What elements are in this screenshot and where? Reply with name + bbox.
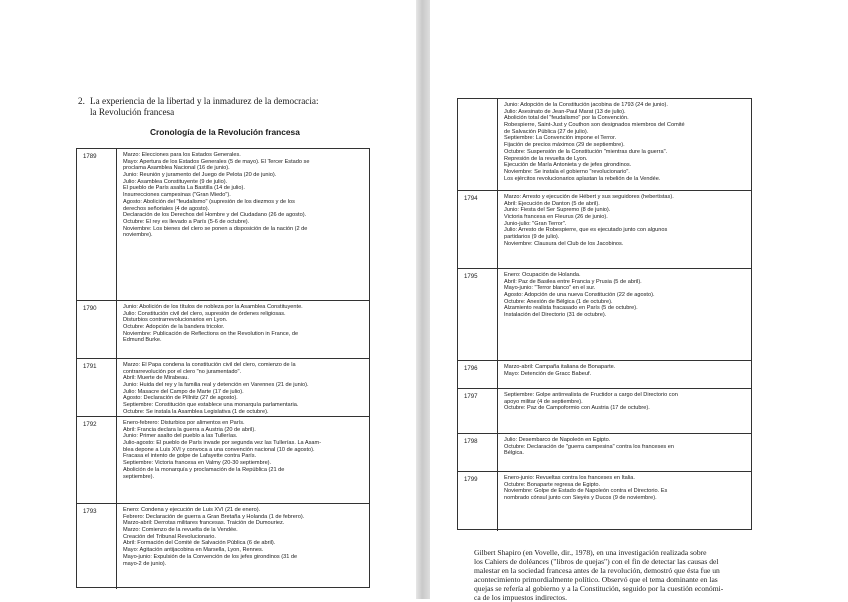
event-line: Abril: Formación del Comité de Salvación Pública (6 de abril). (123, 540, 276, 547)
chronology-row (458, 191, 751, 269)
event-line: Marzo-abril: Campaña italiana de Bonaparte. (504, 364, 616, 370)
event-line: Marzo: El Papa condena la constitución civil del clero, comienzo de la (123, 362, 296, 368)
chronology-row (458, 434, 751, 472)
event-line: Victoria francesa en Fleurus (26 de junio). (504, 214, 608, 221)
event-line: Robespierre, Saint-Just y Couthon son designados miembros del Comité (504, 122, 685, 129)
event-line: de Salvación Pública (27 de julio). (504, 128, 589, 135)
chronology-row (77, 149, 369, 301)
event-line: Noviembre: Se instala el gobierno "revolucionario". (504, 168, 630, 175)
event-line: Enero: Ocupación de Holanda. (504, 272, 581, 278)
event-line: Abolición total del "feudalismo" por la Convención. (504, 115, 629, 122)
section-title-line-1: La experiencia de la libertad y la inmadurez de la democracia: (90, 96, 319, 106)
chronology-table-left (76, 148, 370, 588)
year-cell: 1797 (458, 389, 498, 433)
event-line: Julio: Asesinato de Jean-Paul Marat (13 de julio). (504, 108, 626, 115)
event-line: Abril: Muerte de Mirabeau. (123, 375, 189, 382)
year-cell: 1799 (458, 472, 498, 531)
event-line: Abril: Ejecución de Danton (5 de abril). (504, 200, 600, 207)
chronology-row (77, 359, 369, 417)
chronology-table-right (457, 98, 752, 530)
event-line: Julio-agosto: El pueblo de París invade por segunda vez las Tullerías. La Asam- (123, 440, 322, 447)
event-line: Julio: Constitución civil del clero, supresión de órdenes religiosas. (123, 310, 286, 317)
event-line: Abril: Francia declara la guerra a Austria (20 de abril). (123, 426, 256, 433)
events-cell (504, 364, 747, 377)
events-cell (123, 420, 365, 480)
events-cell (504, 102, 747, 182)
event-line: Junio-julio: "Gran Terror". (504, 220, 567, 227)
events-cell (504, 437, 747, 457)
paragraph-line: acontecimiento primordialmente político. Observó que el tema dominante en las (474, 575, 718, 584)
paragraph-line: Gilbert Shapiro (en Vovelle, dir., 1978), en una investigación realizada sobre (474, 548, 707, 557)
event-line: Marzo-abril: Derrotas militares francesas. Traición de Dumouriez. (123, 520, 285, 527)
year-cell: 1796 (458, 361, 498, 388)
chronology-row (458, 389, 751, 434)
year-cell: 1791 (77, 359, 117, 416)
event-line: Octubre: Paz de Campoformio con Austria (17 de octubre). (504, 405, 650, 412)
year-cell: 1790 (77, 301, 117, 358)
event-line: Mayo: Detención de Gracc Babeuf. (504, 370, 592, 377)
event-line: Junio: Fiesta del Ser Supremo (8 de junio). (504, 207, 611, 214)
table-title: Cronología de la Revolución francesa (150, 127, 300, 137)
event-line: Represión de la revuelta de Lyon. (504, 155, 588, 162)
event-line: derechos señoriales (4 de agosto). (123, 205, 210, 212)
event-line: Enero-febrero: Disturbios por alimentos en París. (123, 420, 245, 426)
year-cell: 1795 (458, 269, 498, 360)
left-page (0, 0, 416, 599)
event-line: Junio: Adopción de la Constitución jacobina de 1793 (24 de junio). (504, 102, 668, 108)
events-cell (504, 392, 747, 412)
event-line: Noviembre: Publicación de Reflections on the Revolution in France, de (123, 330, 299, 337)
paragraph-line: los Cahiers de doléances ("libros de quejas") con el fin de detectar las causas del (474, 557, 719, 566)
chronology-row (77, 301, 369, 359)
event-line: Marzo: Comienzo de la revuelta de la Vendée. (123, 527, 238, 534)
event-line: Mayo: Agitación antijacobina en Marsella, Lyon, Rennes. (123, 547, 264, 554)
event-line: El pueblo de París asalta La Bastilla (14 de julio). (123, 185, 245, 192)
year-cell: 1798 (458, 434, 498, 471)
event-line: Octubre: Se instala la Asamblea Legislativa (1 de octubre). (123, 408, 269, 415)
event-line: Marzo: Arresto y ejecución de Hébert y sus seguidores (hebertistas). (504, 194, 674, 200)
event-line: Octubre: El rey es llevado a París (5-6 de octubre). (123, 218, 250, 225)
section-title (78, 96, 378, 118)
event-line: Octubre: Anexión de Bélgica (1 de octubre). (504, 298, 613, 305)
chronology-row (458, 99, 751, 191)
event-line: Enero: Condena y ejecución de Luis XVI (21 de enero). (123, 507, 261, 513)
section-number: 2. (78, 96, 85, 106)
event-line: Insurrecciones campesinas ("Gran Miedo"). (123, 192, 231, 199)
event-line: Julio: Arresto de Robespierre, que es ejecutado junto con algunos (504, 227, 668, 234)
event-line: Julio: Masacre del Campo de Marte (17 de julio). (123, 388, 244, 395)
events-cell (123, 152, 365, 239)
event-line: Mayo-junio: "Terror blanco" en el sur. (504, 285, 596, 292)
event-line: noviembre). (123, 232, 153, 239)
event-line: Octubre: Declaración de "guerra campesina" contra los franceses en (504, 443, 675, 450)
event-line: Agosto: Declaración de Pillnitz (27 de agosto). (123, 395, 238, 402)
chronology-row (458, 269, 751, 361)
year-cell: 1792 (77, 417, 117, 503)
paragraph-line: quejas se refería al gobierno y a la Constitución, seguido por la cuestión económi- (474, 584, 724, 593)
event-line: Octubre: Suspensión de la Constitución "mientras dure la guerra". (504, 148, 668, 155)
events-cell (504, 194, 747, 248)
right-page (430, 0, 848, 602)
event-line: Edmund Burke. (123, 337, 162, 344)
event-line: septiembre). (123, 473, 155, 480)
events-cell (123, 507, 365, 567)
event-line: Julio: Desembarco de Napoleón en Egipto. (504, 437, 611, 443)
year-cell: 1793 (77, 504, 117, 589)
event-line: Mayo-junio: Expulsión de la Convención de los jefes girondinos (31 de (123, 553, 298, 560)
events-cell (123, 304, 365, 344)
event-line: Agosto: Abolición del "feudalismo" (supresión de los diezmos y de los (123, 198, 295, 205)
event-line: Septiembre: Victoria francesa en Valmy (20-30 septiembre). (123, 460, 272, 467)
event-line: mayo-2 de junio). (123, 560, 167, 567)
book-gutter (416, 0, 430, 599)
event-line: Junio: Primer asalto del pueblo a las Tullerías. (123, 433, 238, 440)
event-line: Junio: Huida del rey y la familia real y detención en Varennes (21 de junio). (123, 382, 309, 389)
event-line: Noviembre: Clausura del Club de los Jacobinos. (504, 240, 624, 247)
event-line: Octubre: Adopción de la bandera tricolor. (123, 324, 225, 331)
events-cell (504, 272, 747, 319)
section-title-line-2: la Revolución francesa (90, 107, 175, 117)
event-line: Enero-junio: Revueltas contra los franceses en Italia. (504, 475, 635, 481)
paragraph-line: malestar en la sociedad francesa antes de la revolución, demostró que ésta fue un (474, 566, 720, 575)
event-line: Declaración de los Derechos del Hombre y del Ciudadano (26 de agosto). (123, 212, 307, 219)
event-line: Septiembre: Golpe antirrealista de Fructidor a cargo del Directorio con (504, 392, 678, 398)
year-cell: 1794 (458, 191, 498, 268)
event-line: Marzo: Elecciones para los Estados Generales. (123, 152, 241, 158)
chronology-row (77, 504, 369, 589)
event-line: Alzamiento realista fracasado en París (5 de octubre). (504, 305, 638, 312)
event-line: Octubre: Bonaparte regresa de Egipto. (504, 481, 601, 488)
event-line: nombrado cónsul junto con Sieyès y Ducos (9 de noviembre). (504, 495, 657, 502)
event-line: Abril: Paz de Basilea entre Francia y Prusia (5 de abril). (504, 278, 642, 285)
event-line: Bélgica. (504, 450, 524, 457)
event-line: Ejecución de María Antonieta y de jefes girondinos. (504, 162, 632, 169)
event-line: Junio: Abolición de los títulos de nobleza por la Asamblea Constituyente. (123, 304, 303, 310)
event-line: blea depone a Luis XVI y convoca a una convención nacional (10 de agosto). (123, 446, 315, 453)
event-line: Agosto: Adopción de una nueva Constitución (22 de agosto). (504, 292, 655, 299)
events-cell (123, 362, 365, 416)
year-cell (458, 99, 498, 190)
event-line: Disturbios contrarrevolucionarios en Lyon. (123, 317, 228, 324)
event-line: Abolición de la monarquía y proclamación de la República (21 de (123, 466, 285, 473)
event-line: Instalación del Directorio (31 de octubre). (504, 312, 607, 319)
chronology-row (77, 417, 369, 504)
body-paragraph (474, 548, 830, 602)
event-line: apoyo militar (4 de septiembre). (504, 398, 583, 405)
event-line: Junio: Reunión y juramento del Juego de Pelota (20 de junio). (123, 172, 277, 179)
event-line: Los ejércitos revolucionarios aplastan la rebelión de la Vendée. (504, 175, 661, 182)
event-line: proclama Asamblea Nacional (16 de junio). (123, 165, 230, 172)
paragraph-line: ca de los impuestos indirectos. (474, 593, 568, 602)
event-line: Noviembre: Los bienes del clero se ponen a disposición de la nación (2 de (123, 225, 308, 232)
event-line: Septiembre: Constitución que establece una monarquía parlamentaria. (123, 402, 299, 409)
event-line: contrarrevolución por el clero "no juramentado". (123, 368, 242, 375)
event-line: Julio: Asamblea Constituyente (9 de julio). (123, 178, 228, 185)
event-line: Fracasa el intento de golpe de Lafayette contra París. (123, 453, 257, 460)
event-line: Creación del Tribunal Revolucionario. (123, 533, 216, 540)
event-line: Fijación de precios máximos (29 de septiembre). (504, 142, 625, 149)
chronology-row (458, 361, 751, 389)
event-line: Febrero: Declaración de guerra a Gran Bretaña y Holanda (1 de febrero). (123, 513, 305, 520)
event-line: Noviembre: Golpe de Estado de Napoleón contra el Directorio. Es (504, 488, 668, 495)
event-line: partidarios (9 de julio). (504, 234, 560, 241)
events-cell (504, 475, 747, 502)
year-cell: 1789 (77, 149, 117, 300)
event-line: Septiembre: La Convención impone el Terror. (504, 135, 617, 142)
chronology-row (458, 472, 751, 531)
event-line: Mayo: Apertura de los Estados Generales (5 de mayo). El Tercer Estado se (123, 158, 310, 165)
